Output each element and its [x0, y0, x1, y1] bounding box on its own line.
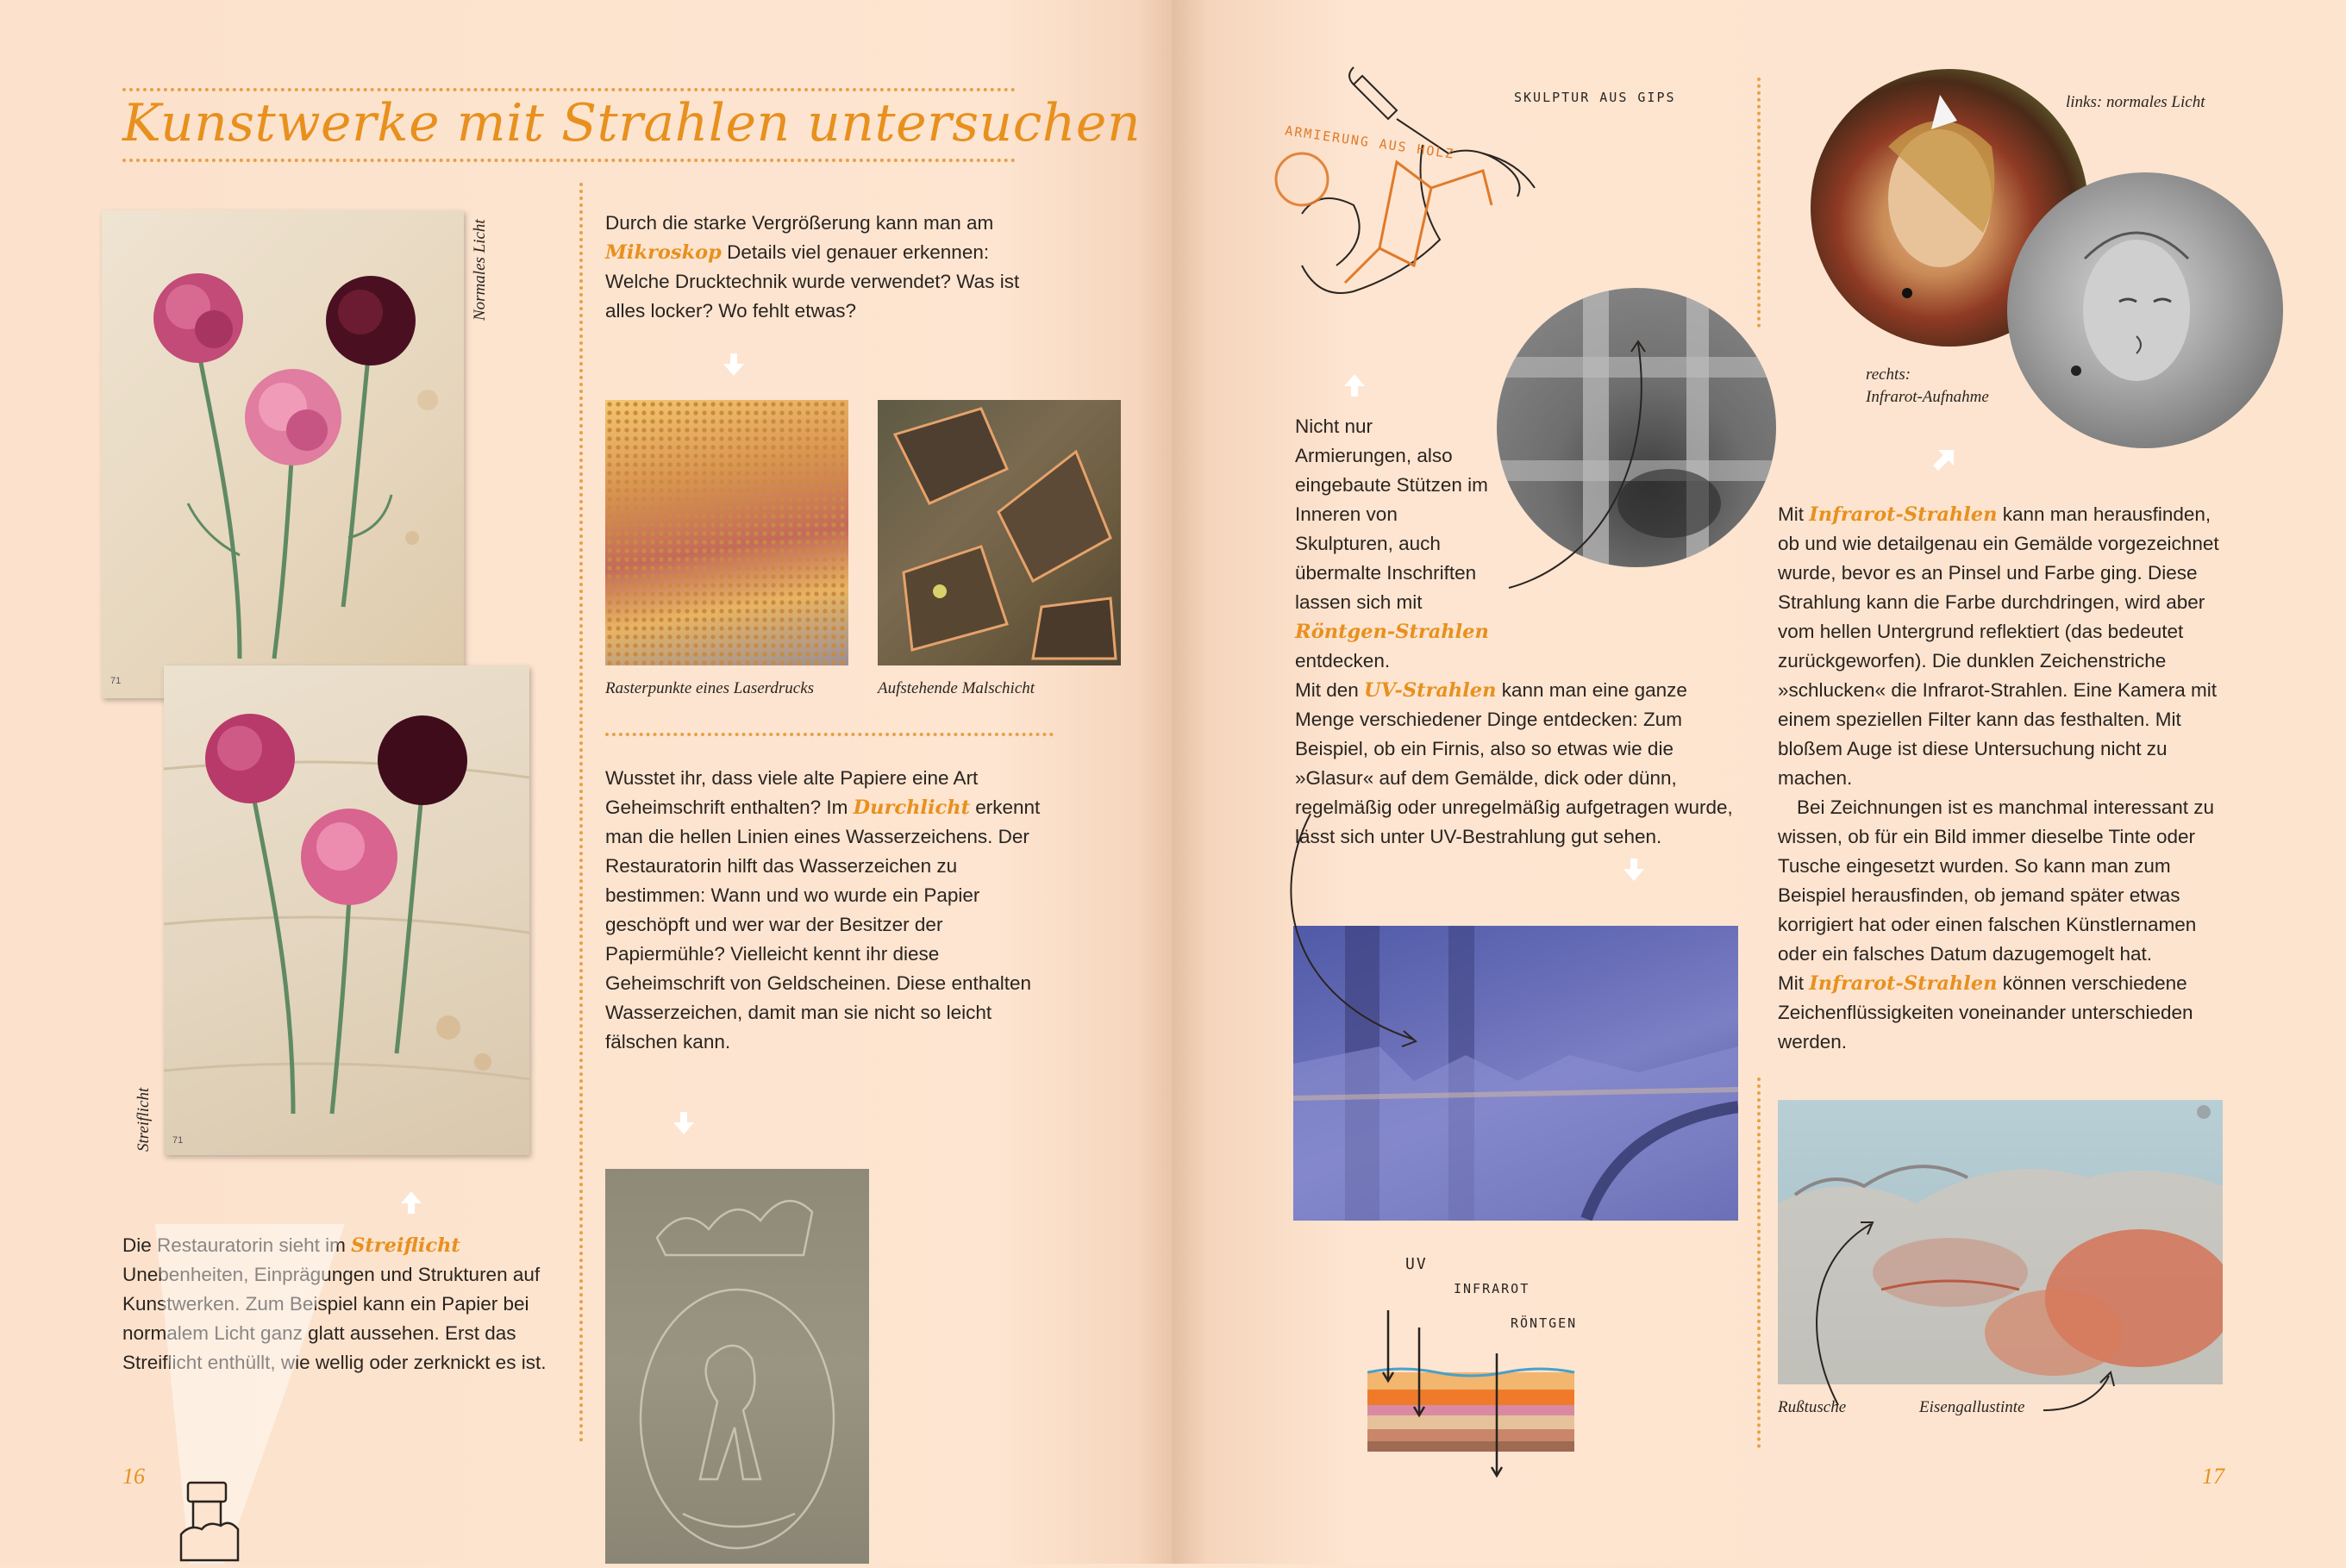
caption-iron-gall-ink: Eisengallustinte — [1919, 1398, 2025, 1416]
raking-text-part2: Unebenheiten, Einprägungen und Strukturen auf Kunstwerken. Zum Beispiel kann ein Papier bei normalem Licht ganz glatt aussehen. Erst das Streiflicht enthüllt, wie wellig oder zerknickt es ist. — [122, 1264, 547, 1373]
arrow-up-right-icon — [1931, 447, 1957, 472]
flaking-paint-texture — [878, 400, 1121, 665]
infrared-text — [1778, 500, 2226, 793]
label-armierung-aus-holz: ARMIERUNG AUS HOLZ — [1284, 122, 1456, 162]
column-divider-right-bottom — [1757, 1078, 1761, 1448]
title-rule-bottom — [122, 159, 1016, 162]
left-page — [0, 0, 1173, 1564]
uv-text-part2: kann man eine ganze Menge verschiedener Dinge entdecken: Zum Beispiel, ob ein Firnis, also so etwas wie die »Glasur« auf dem Gemälde, dick oder dünn, regelmäßig oder unregelmäßig aufgetragen wurde, lässt sich unter UV-Bestrahlung gut sehen. — [1295, 679, 1733, 847]
arrow-up-icon-2 — [1342, 372, 1367, 398]
uv-text-part1: Mit den — [1295, 679, 1365, 701]
label-raking-light: Streiflicht — [135, 1087, 153, 1152]
infrared-text-part1: Mit — [1778, 503, 1810, 525]
raking-text-part1: Die Restauratorin sieht im — [122, 1234, 352, 1256]
infrared-highlight: Infrarot-Strahlen — [1809, 503, 1998, 526]
madonna-infrared-painting — [2007, 172, 2283, 448]
watermark-text-part1: Wusstet ihr, dass viele alte Papiere eine Art Geheimschrift enthalten? Im — [605, 767, 979, 818]
microscope-text — [605, 209, 1054, 326]
arrow-down-icon-3 — [1621, 857, 1647, 883]
microscope-text-part2: Details viel genauer erkennen: Welche Drucktechnik wurde verwendet? Was ist alles locker? Wo fehlt etwas? — [605, 241, 1020, 322]
xray-text — [1295, 412, 1493, 676]
microscope-text-part1: Durch die starke Vergrößerung kann man am — [605, 212, 994, 234]
infrared2-text-part1: Mit — [1778, 972, 1810, 994]
flashlight-icon — [138, 1121, 362, 1564]
label-infrarot: INFRAROT — [1454, 1281, 1530, 1296]
watermark-text-part2: erkennt man die hellen Linien eines Wasserzeichens. Der Restauratorin hilft das Wasserzeichen zu bestimmen: Wann und wo wurde ein Papier geschöpft und wer war der Besitzer der Papiermühle? Vielleicht kennt ihr diese Geheimschrift von Geldscheinen. Diese enthalten Wasserzeichen, damit man sie nicht so leicht fälschen kann. — [605, 796, 1041, 1053]
xray-text-part1: Nicht nur Armierungen, also eingebaute Stützen im Inneren von Skulpturen, auch übermalte Inschriften lassen sich mit — [1295, 415, 1488, 613]
ink-pointer-lines — [1793, 1207, 2121, 1431]
infrared2-text-part2: können verschiedene Zeichenflüssigkeiten voneinander unterschieden werden. — [1778, 972, 2193, 1053]
page-title: Kunstwerke mit Strahlen untersuchen — [122, 93, 1142, 153]
carnation-raking-light-image — [164, 665, 529, 1155]
carnation-drawing — [102, 210, 464, 698]
caption-flaking-paint: Aufstehende Malschicht — [878, 679, 1035, 697]
arrow-down-icon-2 — [671, 1110, 697, 1136]
label-uv: UV — [1405, 1255, 1428, 1273]
caption-left-normal-light: links: normales Licht — [2066, 93, 2205, 111]
infrared-text-part2: kann man herausfinden, ob und wie detailgenau ein Gemälde vorgezeichnet wurde, bevor es an Pinsel und Farbe ging. Diese Strahlung kann die Farbe durchdringen, wird aber vom hellen Untergrund reflektiert (das bedeutet zurückgeworfen). Die dunklen Zeichenstriche »schlucken« die Infrarot-Strahlen. Eine Kamera mit einem speziellen Filter kann das festhalten. Mit bloßem Auge ist diese Untersuchung nicht zu machen. — [1778, 503, 2219, 789]
infrared-text-2 — [1778, 969, 2226, 1057]
card-number-top: 71 — [110, 676, 122, 686]
label-normal-light: Normales Licht — [471, 219, 489, 321]
caption-right-label: rechts: — [1866, 365, 1911, 384]
carnation-normal-light-image — [102, 210, 464, 698]
arrow-down-icon — [721, 352, 747, 378]
column-divider-left — [579, 183, 583, 1443]
label-skulptur-aus-gips: SKULPTUR AUS GIPS — [1514, 90, 1676, 105]
carnation-drawing-raking — [164, 665, 529, 1155]
arrow-up-icon — [398, 1190, 424, 1215]
card-number-bottom: 71 — [172, 1135, 184, 1146]
caption-infrared-recording: Infrarot-Aufnahme — [1866, 388, 1989, 406]
watermark-image — [605, 1169, 869, 1564]
xray-text-part2: entdecken. — [1295, 650, 1391, 672]
drawings-text: Bei Zeichnungen ist es manchmal interessant zu wissen, ob für ein Bild immer dieselbe Tinte oder Tusche eingesetzt wurden. So kann man zum Beispiel herausfinden, ob jemand später etwas korrigiert hat oder einen falschen Künstlernamen oder ein falsches Datum dazugemogelt hat. — [1778, 796, 2215, 965]
section-rule — [605, 733, 1054, 736]
uv-pointer-line — [1276, 810, 1431, 1052]
watermark-highlight: Durchlicht — [853, 796, 970, 819]
caption-laser-print: Rasterpunkte eines Laserdrucks — [605, 679, 815, 697]
watermark-text — [605, 764, 1054, 1057]
madonna-infrared-image — [2007, 172, 2283, 448]
right-page — [1173, 0, 2346, 1564]
watermark-drawing — [605, 1169, 869, 1564]
flaking-paint-image — [878, 400, 1121, 665]
caption-soot-ink: Rußtusche — [1778, 1398, 1847, 1416]
xray-highlight: Röntgen-Strahlen — [1295, 621, 1489, 643]
column-divider-right-top — [1757, 78, 1761, 328]
label-roentgen: RÖNTGEN — [1511, 1315, 1578, 1331]
uv-highlight: UV-Strahlen — [1364, 679, 1497, 702]
title-rule-top — [122, 88, 1016, 91]
page-number-left: 16 — [122, 1464, 145, 1489]
infrared2-highlight: Infrarot-Strahlen — [1809, 972, 1998, 995]
xray-pointer-line — [1500, 338, 1673, 597]
laser-print-dots-image — [605, 400, 848, 665]
raking-highlight: Streiflicht — [351, 1234, 460, 1257]
microscope-highlight: Mikroskop — [605, 241, 722, 264]
page-number-right: 17 — [2202, 1464, 2224, 1489]
